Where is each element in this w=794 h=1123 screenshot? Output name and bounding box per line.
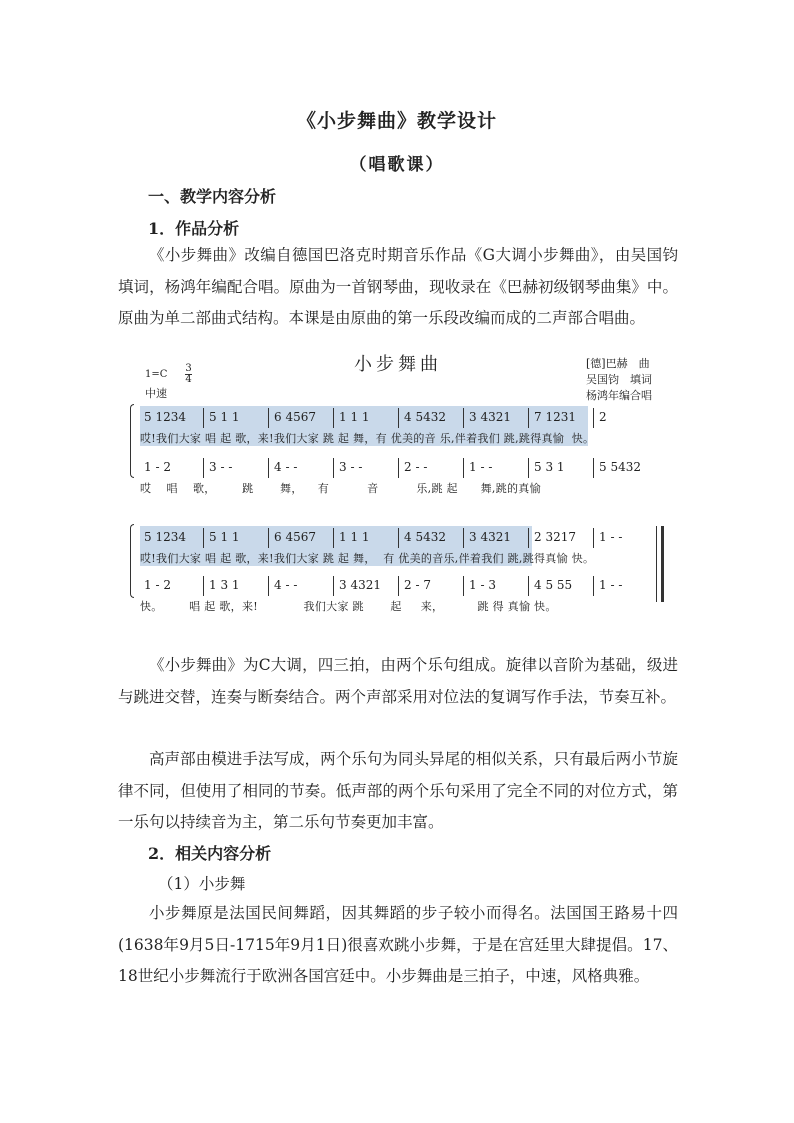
system-1-upper-lyrics: 哎!我们大家 唱 起 歌，来!我们大家 跳 起 舞，有 优美的音 乐,伴着我们 跳,跳得真愉 快。 (140, 432, 595, 445)
barline (333, 408, 334, 428)
barline (528, 458, 529, 478)
barline (398, 408, 399, 428)
meter-top: 3 (185, 363, 192, 374)
document-subtitle: （唱歌课） (349, 155, 445, 175)
barline (203, 408, 204, 428)
barline (593, 408, 594, 428)
subsection-heading-related-content: 2．相关内容分析 (148, 844, 272, 863)
measure: 4 - - (274, 460, 298, 474)
measure: 1 - 3 (469, 578, 496, 592)
subheading-minuet: （1）小步舞 (158, 875, 246, 893)
measure: 4 5 55 (534, 578, 573, 592)
barline (333, 458, 334, 478)
barline (593, 458, 594, 478)
measure: 4 5432 (404, 530, 446, 544)
measure: 1 - 2 (144, 578, 171, 592)
barline (268, 458, 269, 478)
score-title: 小步舞曲 (354, 354, 442, 375)
barline (203, 528, 204, 548)
measure: 4 5432 (404, 410, 446, 424)
barline (268, 576, 269, 596)
score-credits (586, 356, 652, 404)
section-heading-content-analysis: 一、教学内容分析 (148, 187, 277, 206)
barline (528, 408, 529, 428)
final-barline (656, 526, 664, 602)
score-time-signature (185, 364, 192, 385)
credit-lyricist: 吴国钧 填词 (586, 373, 652, 386)
paragraph-minuet: 小步舞原是法国民间舞蹈，因其舞蹈的步子较小而得名。法国国王路易十四(1638年9月5日-1715年9月1日)很喜欢跳小步舞，于是在宫廷里大肆提倡。17、18世纪小步舞流行于欧洲各国宫廷中。小步舞曲是三拍子，中速，风格典雅。 (118, 904, 678, 985)
system-1-lower-staff (140, 460, 665, 478)
measure: 4 - - (274, 578, 298, 592)
measure: 2 3217 (534, 530, 576, 544)
measure: 1 3 1 (209, 578, 240, 592)
measure: 5 1234 (144, 410, 186, 424)
paragraph-voices: 高声部由模进手法写成，两个乐句为同头异尾的相似关系，只有最后两小节旋律不同，但使用了相同的节奏。低声部的两个乐句采用了完全不同的对位方式，第一乐句以持续音为主，第二乐句节奏更加丰富。 (118, 750, 678, 831)
barline (528, 528, 529, 548)
paragraph-work-analysis: 《小步舞曲》改编自德国巴洛克时期音乐作品《G大调小步舞曲》，由吴国钧填词，杨鸿年编配合唱。原曲为一首钢琴曲，现收录在《巴赫初级钢琴曲集》中。原曲为单二部曲式结构。本课是由原曲的第一乐段改编而成的二声部合唱曲。 (118, 246, 678, 327)
barline (398, 576, 399, 596)
measure: 3 4321 (339, 578, 381, 592)
measure: 3 4321 (469, 530, 511, 544)
measure: 7 1231 (534, 410, 576, 424)
measure: 6 4567 (274, 530, 316, 544)
measure: 5 5432 (599, 460, 641, 474)
measure: 3 4321 (469, 410, 511, 424)
measure: 2 (599, 410, 607, 424)
measure: 2 - 7 (404, 578, 431, 592)
barline (398, 458, 399, 478)
subsection-heading-work-analysis: 1．作品分析 (148, 219, 240, 238)
system-2-upper-staff (140, 530, 665, 548)
system-2-lower-lyrics: 快。 唱 起 歌，来! 我们大家 跳 起 来， 跳 得 真愉 快。 (140, 600, 557, 613)
score-key: 1=C (145, 369, 168, 380)
credit-composer: [德]巴赫 曲 (586, 357, 650, 370)
measure: 1 - - (469, 460, 493, 474)
document-title: 《小步舞曲》教学设计 (296, 110, 497, 132)
measure: 5 1 1 (209, 410, 240, 424)
measure: 1 1 1 (339, 410, 370, 424)
measure: 5 1234 (144, 530, 186, 544)
barline (593, 576, 594, 596)
barline (528, 576, 529, 596)
measure: 3 - - (209, 460, 233, 474)
measure: 1 - - (599, 530, 623, 544)
barline (203, 458, 204, 478)
system-1-lower-lyrics: 哎 唱 歌， 跳 舞， 有 音 乐,跳 起 舞,跳的真愉 (140, 482, 541, 495)
credit-arranger: 杨鸿年编合唱 (586, 389, 652, 402)
system-1-brace (130, 404, 134, 478)
music-score (128, 350, 668, 630)
barline (463, 528, 464, 548)
system-2-brace (130, 524, 134, 598)
barline (268, 528, 269, 548)
measure: 1 - 2 (144, 460, 171, 474)
measure: 2 - - (404, 460, 428, 474)
barline (333, 528, 334, 548)
system-2-upper-lyrics: 哎!我们大家 唱 起 歌，来!我们大家 跳 起 舞， 有 优美的音乐,伴着我们 跳,跳得真愉 快。 (140, 552, 595, 565)
barline (463, 576, 464, 596)
barline (203, 576, 204, 596)
barline (463, 408, 464, 428)
barline (333, 576, 334, 596)
score-tempo: 中速 (145, 387, 167, 400)
paragraph-structure: 《小步舞曲》为C大调，四三拍，由两个乐句组成。旋律以音阶为基础，级进与跳进交替，连奏与断奏结合。两个声部采用对位法的复调写作手法，节奏互补。 (118, 656, 678, 706)
measure: 1 - - (599, 578, 623, 592)
measure: 3 - - (339, 460, 363, 474)
measure: 5 3 1 (534, 460, 565, 474)
barline (268, 408, 269, 428)
measure: 5 1 1 (209, 530, 240, 544)
measure: 6 4567 (274, 410, 316, 424)
measure: 1 1 1 (339, 530, 370, 544)
system-2-lower-staff (140, 578, 665, 596)
system-1-upper-staff (140, 410, 665, 428)
barline (398, 528, 399, 548)
meter-bottom: 4 (185, 374, 192, 385)
barline (593, 528, 594, 548)
barline (463, 458, 464, 478)
